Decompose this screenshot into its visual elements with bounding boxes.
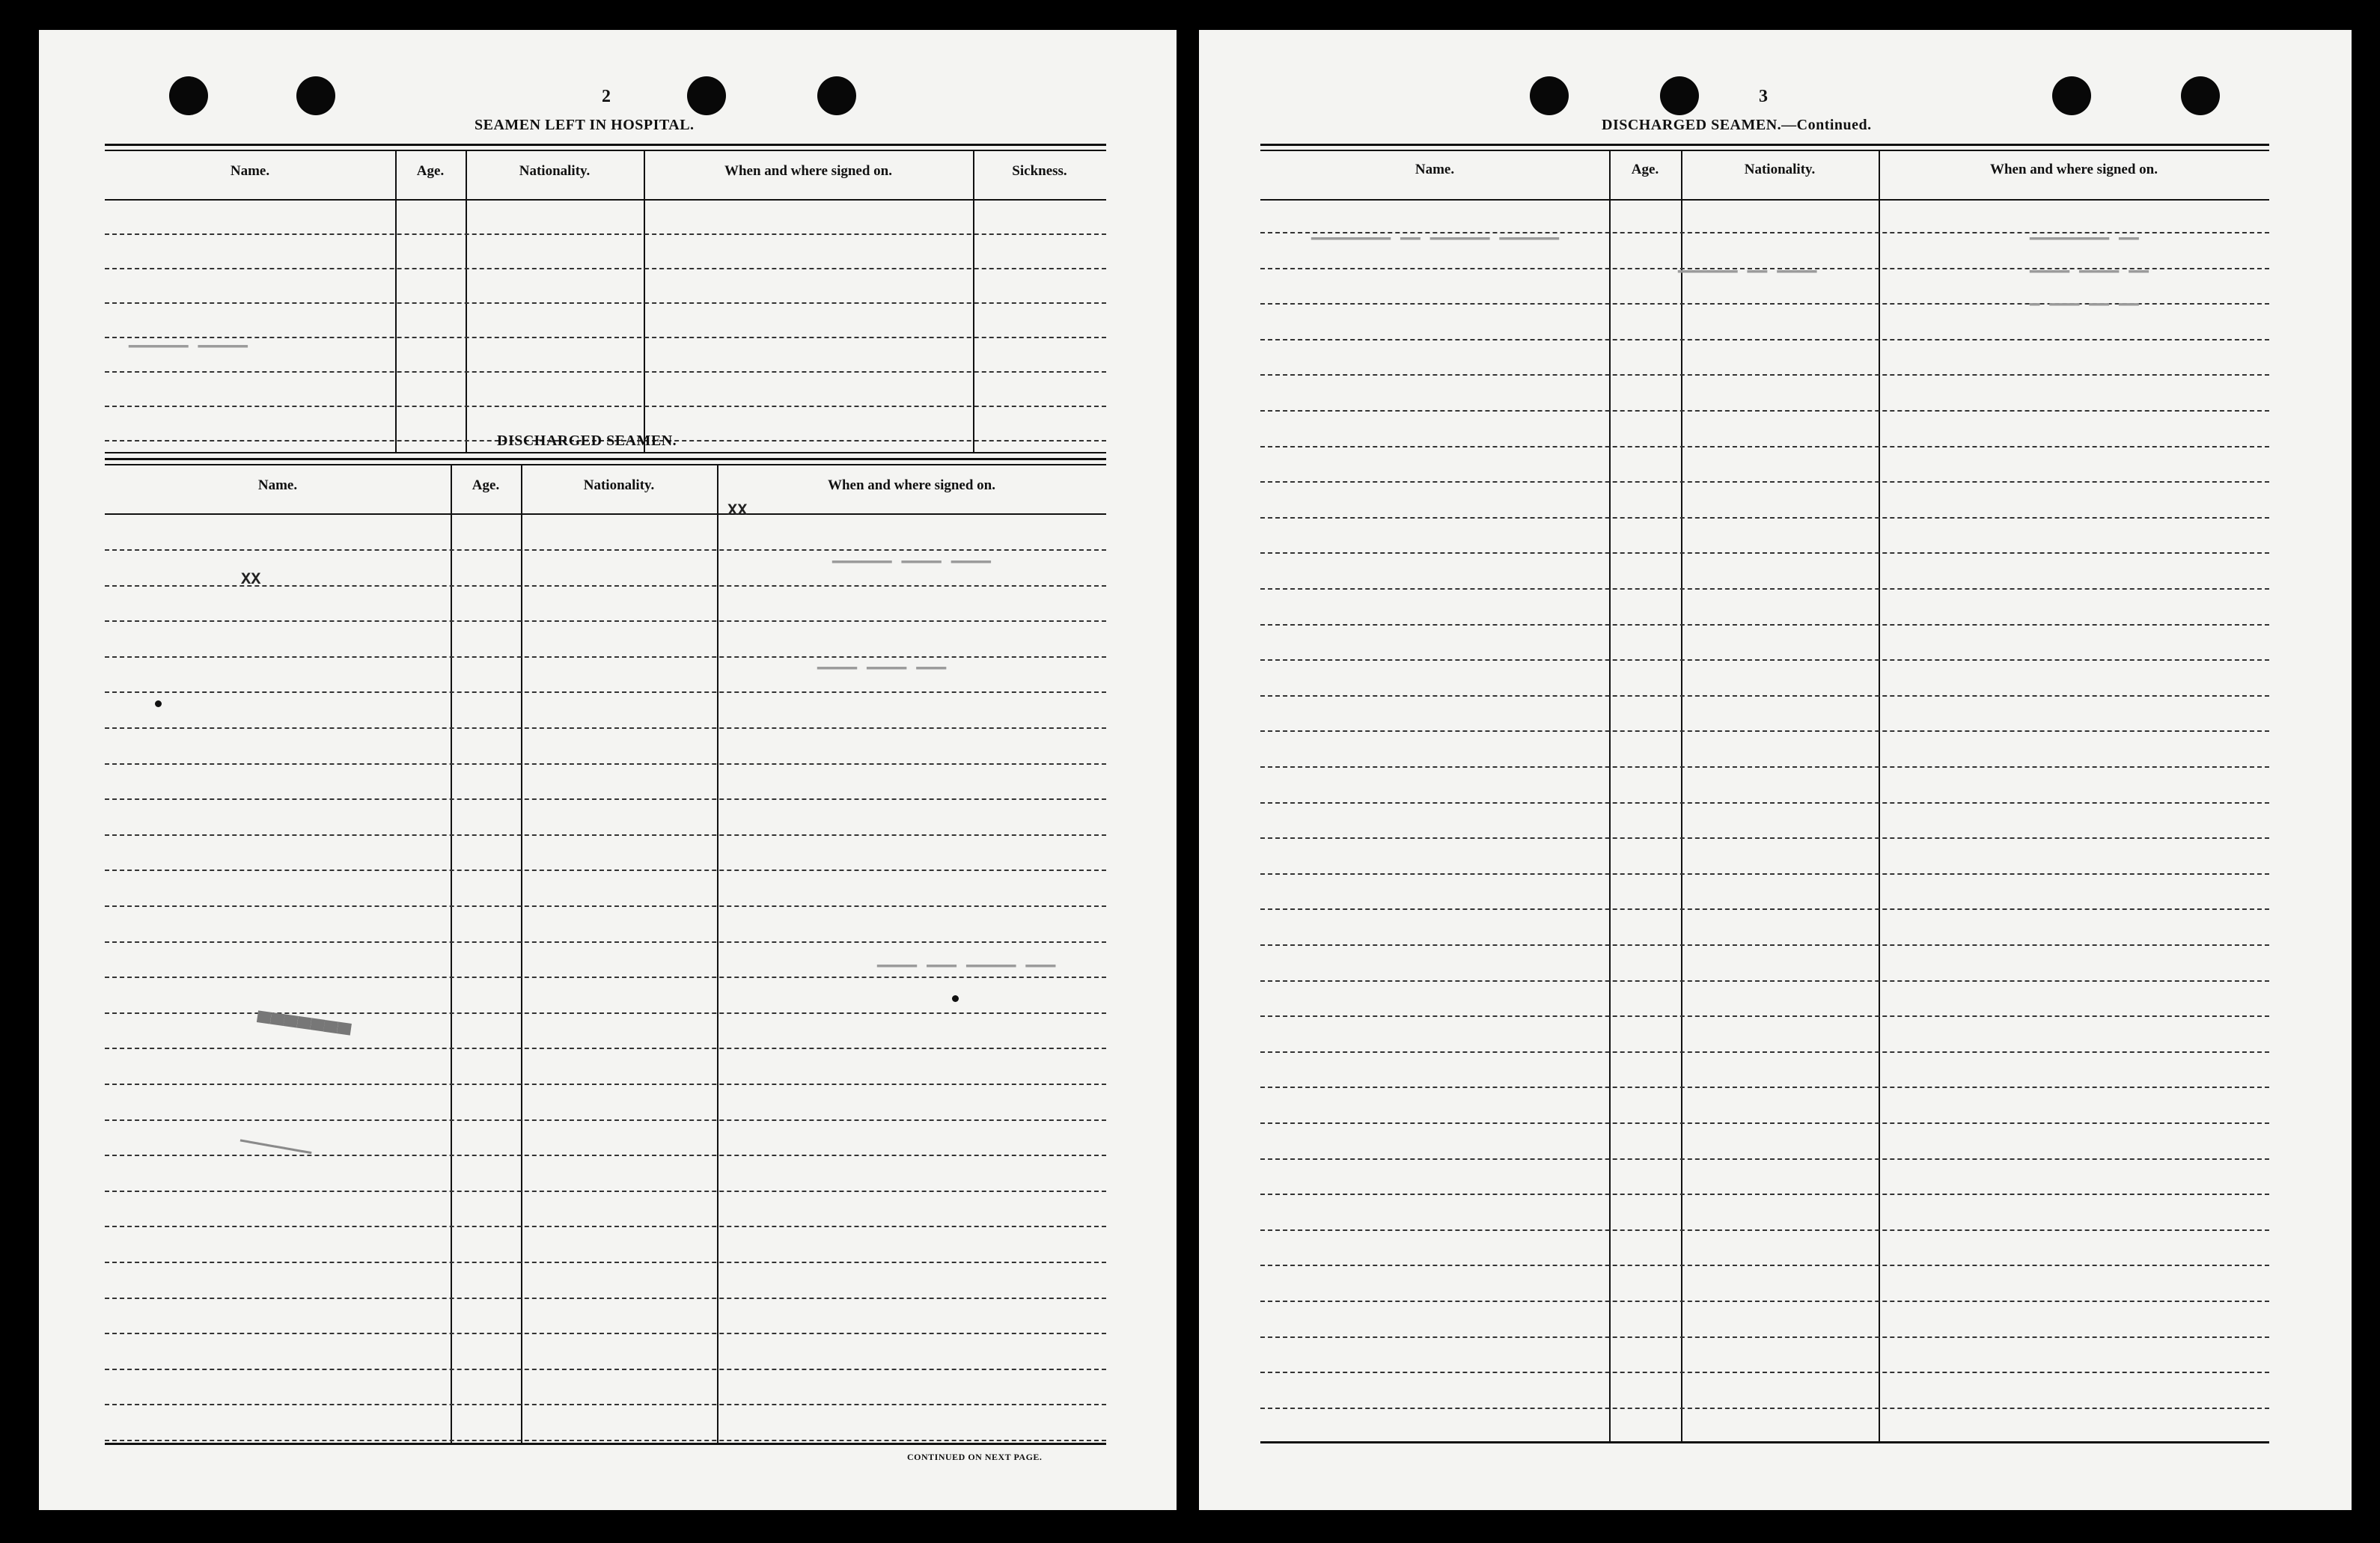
table-rule (105, 150, 1106, 151)
ruled-line (105, 1084, 1106, 1085)
ruled-line (105, 834, 1106, 836)
page-number: 3 (1759, 87, 1768, 106)
column-divider (395, 150, 397, 453)
ruled-line (1260, 1194, 2269, 1195)
col-header-name: Name. (230, 163, 270, 179)
col-header-signed-on: When and where signed on. (724, 163, 892, 179)
ruled-line (1260, 1372, 2269, 1373)
ruled-line (105, 1440, 1106, 1441)
punch-hole-icon (1660, 76, 1699, 115)
column-divider (1879, 150, 1880, 1443)
right-page (1199, 30, 2352, 1510)
ruled-line (105, 905, 1106, 907)
bleed-through-text: ▁▁ ▁▁▁▁ ▁▁▁▁ (2030, 255, 2149, 274)
ink-spot (952, 995, 959, 1002)
table-rule (105, 458, 1106, 460)
ruled-line (1260, 1336, 2269, 1338)
col-header-age: Age. (472, 477, 500, 493)
bleed-through-text: ▁▁▁▁▁▁ ▁▁▁▁▁▁ ▁▁ ▁▁▁▁▁▁▁▁ (1311, 222, 1559, 241)
table-rule (1260, 144, 2269, 146)
ruled-line (1260, 908, 2269, 910)
ruled-line (1260, 873, 2269, 875)
table-rule (1260, 1441, 2269, 1443)
stamp-impression: ▁▁▁▁▁▁▁▁ (239, 1125, 314, 1156)
table-rule (105, 452, 1106, 453)
ruled-line (105, 1404, 1106, 1405)
ruled-line (1260, 1229, 2269, 1231)
ruled-line (105, 1333, 1106, 1334)
punch-hole-icon (169, 76, 208, 115)
ruled-line (105, 656, 1106, 658)
col-header-signed-on: When and where signed on. (827, 477, 995, 493)
ruled-line (1260, 1301, 2269, 1302)
ruled-line (105, 727, 1106, 729)
col-header-name: Name. (1415, 162, 1455, 177)
ruled-line (105, 268, 1106, 269)
ruled-line (105, 977, 1106, 978)
table-rule (1260, 199, 2269, 201)
table-rule (105, 464, 1106, 465)
ruled-line (1260, 980, 2269, 982)
column-divider (973, 150, 974, 453)
left-page (39, 30, 1177, 1510)
ruled-line (1260, 766, 2269, 768)
punch-hole-icon (296, 76, 335, 115)
col-header-age: Age. (1631, 162, 1659, 177)
hospital-section-title: SEAMEN LEFT IN HOSPITAL. (475, 117, 695, 133)
ruled-line (105, 870, 1106, 871)
column-divider (466, 150, 467, 453)
bleed-through-text: ▁▁▁▁ ▁▁ ▁▁▁▁▁▁ (1678, 255, 1817, 274)
ruled-line (1260, 446, 2269, 447)
ruled-line (1260, 730, 2269, 732)
ruled-line (105, 1369, 1106, 1370)
ruled-line (1260, 374, 2269, 376)
ruled-line (105, 233, 1106, 235)
bleed-through-text: ▁▁ ▁▁ ▁▁▁ ▁ (2030, 288, 2139, 307)
ruled-line (105, 1191, 1106, 1192)
ruled-line (1260, 802, 2269, 804)
table-rule (105, 1443, 1106, 1445)
ruled-line (1260, 1408, 2269, 1409)
bleed-through-text: ▁▁▁▁▁ ▁▁▁▁▁▁ (129, 330, 248, 349)
ruled-line (105, 1048, 1106, 1049)
ink-spot (155, 700, 162, 707)
table-rule (105, 513, 1106, 515)
column-divider (644, 150, 645, 453)
punch-hole-icon (817, 76, 856, 115)
column-divider (1609, 150, 1611, 1443)
ruled-line (105, 941, 1106, 943)
ruled-line (1260, 339, 2269, 340)
ruled-line (105, 1262, 1106, 1263)
ruled-line (1260, 1265, 2269, 1266)
ruled-line (1260, 695, 2269, 697)
bleed-through-text: ▁▁▁▁ ▁▁▁▁ ▁▁▁▁▁▁ (832, 546, 991, 564)
ruled-line (1260, 837, 2269, 839)
col-header-age: Age. (416, 163, 445, 179)
ruled-line (1260, 410, 2269, 412)
ruled-line (105, 1298, 1106, 1299)
col-header-name: Name. (257, 477, 298, 493)
ruled-line (105, 406, 1106, 407)
ruled-line (105, 371, 1106, 373)
punch-hole-icon (2052, 76, 2091, 115)
ruled-line (105, 1155, 1106, 1156)
page-number: 2 (602, 87, 611, 106)
xx-mark: XX (727, 501, 748, 520)
ruled-line (1260, 1051, 2269, 1053)
table-rule (1260, 150, 2269, 151)
xx-mark: XX (241, 570, 261, 589)
ruled-line (105, 1119, 1106, 1121)
ruled-line (105, 1226, 1106, 1227)
ruled-line (1260, 1015, 2269, 1017)
ruled-line (1260, 517, 2269, 519)
ruled-line (1260, 659, 2269, 661)
table-rule (105, 199, 1106, 201)
col-header-sickness: Sickness. (1012, 163, 1067, 179)
discharged-section-title: DISCHARGED SEAMEN. (497, 433, 677, 449)
ruled-line (1260, 624, 2269, 626)
table-rule (105, 144, 1106, 146)
ruled-line (105, 691, 1106, 693)
ruled-line (1260, 1122, 2269, 1124)
ruled-line (105, 798, 1106, 800)
col-header-nationality: Nationality. (519, 163, 591, 179)
punch-hole-icon (687, 76, 726, 115)
col-header-nationality: Nationality. (1744, 162, 1816, 177)
ruled-line (105, 763, 1106, 765)
col-header-nationality: Nationality. (583, 477, 655, 493)
ruled-line (1260, 1158, 2269, 1160)
discharged-continued-title: DISCHARGED SEAMEN.—Continued. (1602, 117, 1872, 133)
ruled-line (105, 620, 1106, 622)
ruled-line (105, 1012, 1106, 1014)
col-header-signed-on: When and where signed on. (1989, 162, 2158, 177)
ruled-line (1260, 481, 2269, 483)
bleed-through-text: ▁▁ ▁▁▁▁▁▁▁▁ (2030, 222, 2139, 241)
stamp-impression: ▀▀▀▀▀▀▀ (254, 1011, 352, 1050)
punch-hole-icon (2181, 76, 2220, 115)
bleed-through-text: ▁▁▁ ▁▁▁▁ ▁▁▁▁ (817, 652, 947, 670)
column-divider (1681, 150, 1682, 1443)
bleed-through-text: ▁▁▁ ▁▁▁▁▁ ▁▁▁ ▁▁▁▁ (877, 950, 1056, 968)
continued-note: CONTINUED ON NEXT PAGE. (907, 1452, 1043, 1462)
ruled-line (105, 302, 1106, 304)
ruled-line (1260, 1087, 2269, 1088)
ruled-line (1260, 588, 2269, 590)
ruled-line (105, 337, 1106, 338)
ruled-line (1260, 944, 2269, 946)
punch-hole-icon (1530, 76, 1569, 115)
ruled-line (1260, 552, 2269, 554)
